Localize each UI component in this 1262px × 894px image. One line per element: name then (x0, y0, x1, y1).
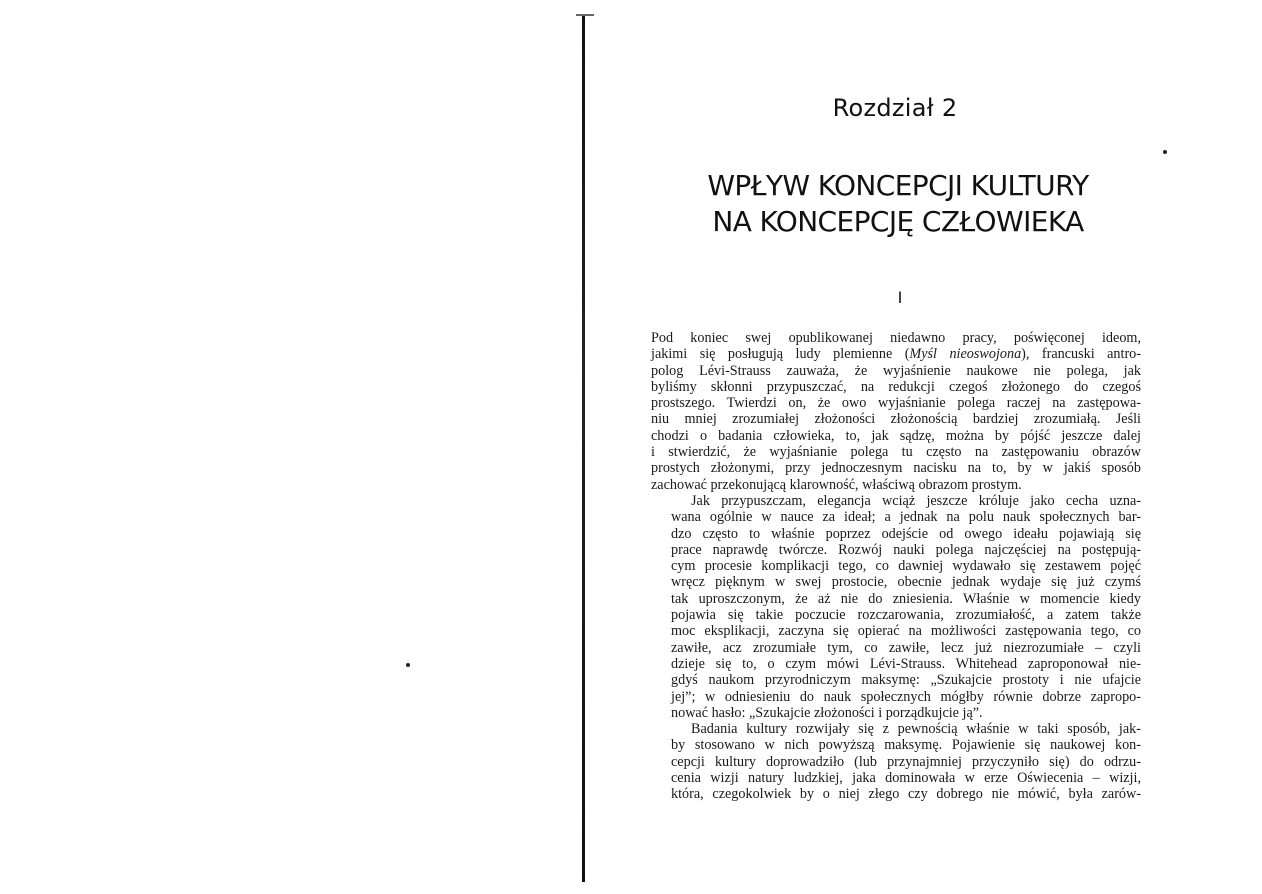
text-line: prace naprawdę twórcze. Rozwój nauki polega najczęściej na postępują- (671, 541, 1141, 558)
text-line: zawiłe, acz zrozumiałe tym, co zawiłe, lecz już niezrozumiałe – czyli (671, 639, 1141, 656)
text-line: byliśmy skłonni przypuszczać, na redukcji czegoś złożonego do czegoś (651, 378, 1141, 395)
text-line: zachować przekonującą klarowność, właściwą obrazom prostym. (651, 476, 1022, 493)
text-line: cenia wizji natury ludzkiej, jaka dominowała w erze Oświecenia – wizji, (671, 770, 1141, 787)
chapter-title (630, 168, 1166, 240)
text-line: nować hasło: „Szukajcie złożoności i porządkujcie ją”. (671, 704, 983, 721)
chapter-title-line: WPŁYW KONCEPCJI KULTURY (707, 169, 1089, 202)
paragraph (651, 721, 1141, 802)
paragraph (651, 493, 1141, 721)
scan-speck (406, 663, 410, 667)
book-title-italic: Myśl nieoswojona (909, 346, 1022, 363)
text-line: tak uproszczonym, że aż nie do zniesienia. Właśnie w momencie kiedy (671, 590, 1141, 607)
text-line: jakimi się posługują ludy plemienne (Myśl nieoswojona), francuski antro- (651, 346, 1141, 363)
chapter-number: Rozdział 2 (832, 94, 958, 122)
gutter-tick-mark (576, 14, 594, 16)
text-line: chodzi o badania człowieka, to, jak sądzę, można by pójść jeszcze dalej (651, 427, 1141, 444)
text-line: i stwierdzić, że wyjaśnianie polega tu często na zastępowaniu obrazów (651, 444, 1141, 461)
book-gutter (582, 14, 585, 882)
body-text (651, 330, 1141, 803)
text-line: Badania kultury rozwijały się z pewnością właśnie w taki sposób, jak- (691, 721, 1141, 738)
text-line: moc eksplikacji, zaczyna się opierać na możliwości zastępowania tego, co (671, 623, 1141, 640)
text-line: polog Lévi-Strauss zauważa, że wyjaśnienie naukowe nie polega, jak (651, 362, 1141, 379)
chapter-title-line: NA KONCEPCJĘ CZŁOWIEKA (712, 205, 1084, 238)
scan-speck (1163, 150, 1167, 154)
paragraph (651, 330, 1141, 493)
text-line: dzo często to właśnie poprzez odejście od owego ideału pojawiają się (671, 525, 1141, 542)
text-line: dzieje się to, o czym mówi Lévi-Strauss. Whitehead zaproponował nie- (671, 655, 1141, 672)
text-line: jej”; w odniesieniu do nauk społecznych mógłby równie dobrze zapropo- (671, 688, 1141, 705)
text-line: która, czegokolwiek by o niej złego czy dobrego nie mówić, była zarów- (671, 786, 1141, 803)
section-number: I (897, 288, 903, 307)
text-line: gdyś naukom przyrodniczym maksymę: „Szukajcie prostoty i nie ufajcie (671, 672, 1141, 689)
text-line: pojawia się takie poczucie rozczarowania, zrozumiałość, a zatem także (671, 607, 1141, 624)
text-line: prostszego. Twierdzi on, że owo wyjaśnianie polega raczej na zastępowa- (651, 395, 1141, 412)
text-line: wana ogólnie w nauce za ideał; a jednak na polu nauk społecznych bar- (671, 509, 1141, 526)
text-line: wręcz pięknym w swej prostocie, obecnie jednak wydaje się już czymś (671, 574, 1141, 591)
text-line: by stosowano w nich powyższą maksymę. Pojawienie się naukowej kon- (671, 737, 1141, 754)
text-line: cym procesie komplikacji tego, co dawniej wydawało się zestawem pojęć (671, 558, 1141, 575)
text-line: niu mniej zrozumiałej złożoności złożonością bardziej zrozumiałą. Jeśli (651, 411, 1141, 428)
text-line: cepcji kultury doprowadziło (lub przynajmniej przyczyniło się) do odrzu- (671, 753, 1141, 770)
text-line: prostych złożonymi, przy jednoczesnym nacisku na to, by w jakiś sposób (651, 460, 1141, 477)
text-line: Pod koniec swej opublikowanej niedawno pracy, poświęconej ideom, (651, 330, 1141, 346)
text-line: Jak przypuszczam, elegancja wciąż jeszcze króluje jako cecha uzna- (691, 492, 1141, 509)
